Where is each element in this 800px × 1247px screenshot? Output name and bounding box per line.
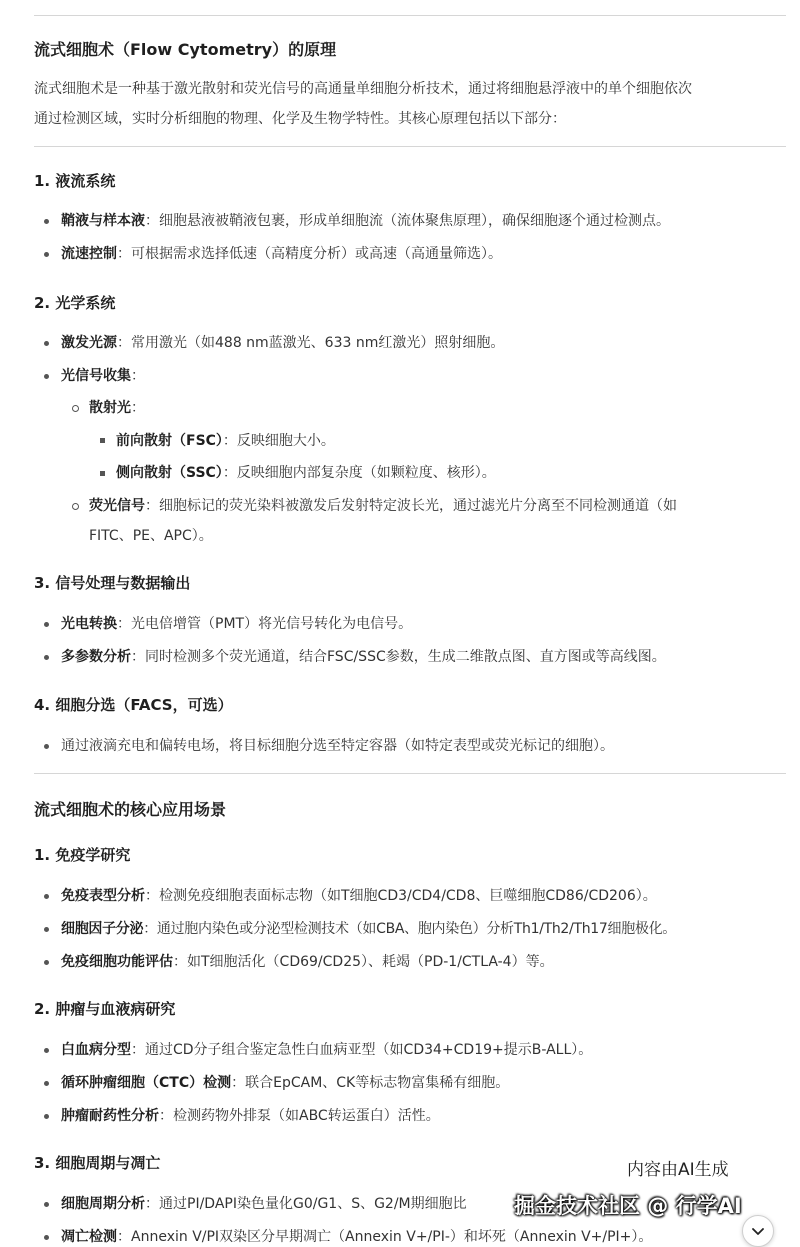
list-item xyxy=(61,1073,509,1093)
intro-paragraph xyxy=(34,74,786,134)
list-item xyxy=(61,211,670,231)
item-term: 荧光信号 xyxy=(89,498,145,514)
divider xyxy=(34,15,786,16)
bullet-square xyxy=(100,438,105,443)
item-term: 循环肿瘤细胞（CTC）检测 xyxy=(61,1075,232,1091)
section-title-principle: 流式细胞术（Flow Cytometry）的原理 xyxy=(34,40,337,59)
item-term: 免疫表型分析 xyxy=(61,888,145,904)
item-term: 细胞因子分泌 xyxy=(61,921,144,937)
item-term: 激发光源 xyxy=(61,335,117,351)
item-term: 散射光 xyxy=(89,400,131,416)
subsection-title-immunology: 1. 免疫学研究 xyxy=(34,846,131,864)
item-text: ：反映细胞大小。 xyxy=(222,433,335,449)
bullet-disc xyxy=(44,622,49,627)
item-term: 肿瘤耐药性分析 xyxy=(61,1108,159,1124)
list-item xyxy=(61,1106,440,1126)
item-text: ：如T细胞活化（CD69/CD25）、耗竭（PD-1/CTLA-4）等。 xyxy=(173,954,554,970)
subsection-title-sorting: 4. 细胞分选（FACS，可选） xyxy=(34,696,233,714)
subsection-title-signal: 3. 信号处理与数据输出 xyxy=(34,574,191,592)
bullet-disc xyxy=(44,341,49,346)
list-item xyxy=(61,366,145,386)
bullet-disc xyxy=(44,1048,49,1053)
bullet-disc xyxy=(44,1202,49,1207)
item-term: 凋亡检测 xyxy=(61,1229,117,1245)
item-text: ： xyxy=(131,400,145,416)
list-item xyxy=(61,614,412,634)
item-term: 流速控制 xyxy=(61,246,117,262)
bullet-disc xyxy=(44,655,49,660)
subsection-title-fluidics: 1. 液流系统 xyxy=(34,172,116,190)
bullet-circle xyxy=(72,503,79,510)
list-item xyxy=(116,463,496,483)
bullet-circle xyxy=(72,405,79,412)
list-item xyxy=(61,952,554,972)
item-term: 侧向散射（SSC） xyxy=(116,465,223,481)
item-term: 光信号收集 xyxy=(61,368,131,384)
list-item xyxy=(89,398,145,418)
list-item xyxy=(61,1040,592,1060)
item-text: ：反映细胞内部复杂度（如颗粒度、核形）。 xyxy=(222,465,496,481)
item-text: ：细胞标记的荧光染料被激发后发射特定波长光，通过滤光片分离至不同检测通道（如 xyxy=(145,498,677,514)
bullet-square xyxy=(100,471,105,476)
item-text: ：常用激光（如488 nm蓝激光、633 nm红激光）照射细胞。 xyxy=(117,335,505,351)
item-text: ：检测药物外排泵（如ABC转运蛋白）活性。 xyxy=(159,1108,440,1124)
list-item xyxy=(61,647,666,667)
item-text: ：通过胞内染色或分泌型检测技术（如CBA、胞内染色）分析Th1/Th2/Th17细胞极化。 xyxy=(143,921,676,937)
chevron-down-icon xyxy=(750,1223,766,1239)
bullet-disc xyxy=(44,927,49,932)
item-text: ：通过CD分子组合鉴定急性白血病亚型（如CD34+CD19+提示B-ALL）。 xyxy=(131,1042,593,1058)
intro-line-2: 通过检测区域，实时分析细胞的物理、化学及生物学特性。其核心原理包括以下部分： xyxy=(34,111,566,127)
list-item xyxy=(61,886,657,906)
item-text: ：光电倍增管（PMT）将光信号转化为电信号。 xyxy=(117,616,413,632)
item-term: 光电转换 xyxy=(61,616,117,632)
divider xyxy=(34,773,786,774)
subsection-title-optics: 2. 光学系统 xyxy=(34,294,116,312)
item-text: ：Annexin V/PI双染区分早期凋亡（Annexin V+/PI-）和坏死（Annexin V+/PI+）。 xyxy=(117,1229,653,1245)
item-text: ：检测免疫细胞表面标志物（如T细胞CD3/CD4/CD8、巨噬细胞CD86/CD206）。 xyxy=(145,888,657,904)
divider xyxy=(34,146,786,147)
list-item xyxy=(61,244,502,264)
list-item: 通过液滴充电和偏转电场，将目标细胞分选至特定容器（如特定表型或荧光标记的细胞）。 xyxy=(61,738,614,754)
watermark: 掘金技术社区 @ 行学AI xyxy=(514,1194,742,1218)
item-term: 鞘液与样本液 xyxy=(61,213,145,229)
item-text: ：同时检测多个荧光通道，结合FSC/SSC参数，生成二维散点图、直方图或等高线图。 xyxy=(131,649,666,665)
item-text: ：可根据需求选择低速（高精度分析）或高速（高通量筛选）。 xyxy=(117,246,502,262)
bullet-disc xyxy=(44,374,49,379)
section-title-applications: 流式细胞术的核心应用场景 xyxy=(34,800,227,819)
list-item-continuation: FITC、PE、APC）。 xyxy=(89,528,213,544)
bullet-disc xyxy=(44,960,49,965)
list-item xyxy=(61,1227,652,1247)
list-item xyxy=(89,496,677,516)
bullet-disc xyxy=(44,744,49,749)
item-term: 多参数分析 xyxy=(61,649,131,665)
bullet-disc xyxy=(44,1114,49,1119)
item-text: ：细胞悬液被鞘液包裹，形成单细胞流（流体聚焦原理），确保细胞逐个通过检测点。 xyxy=(145,213,670,229)
intro-line-1: 流式细胞术是一种基于激光散射和荧光信号的高通量单细胞分析技术，通过将细胞悬浮液中的单个细胞依次 xyxy=(34,81,692,97)
item-text: ： xyxy=(131,368,145,384)
item-term: 白血病分型 xyxy=(61,1042,131,1058)
bullet-disc xyxy=(44,1081,49,1086)
list-item xyxy=(61,333,504,353)
bullet-disc xyxy=(44,219,49,224)
bullet-disc xyxy=(44,1235,49,1240)
item-term: 免疫细胞功能评估 xyxy=(61,954,173,970)
list-item xyxy=(61,919,676,939)
ai-generated-label: 内容由AI生成 xyxy=(627,1160,729,1180)
list-item xyxy=(61,1194,467,1214)
list-item xyxy=(116,431,335,451)
item-term: 细胞周期分析 xyxy=(61,1196,145,1212)
bullet-disc xyxy=(44,894,49,899)
item-term: 前向散射（FSC） xyxy=(116,433,223,449)
item-text: ：通过PI/DAPI染色量化G0/G1、S、G2/M期细胞比 xyxy=(145,1196,467,1212)
item-text: ：联合EpCAM、CK等标志物富集稀有细胞。 xyxy=(231,1075,510,1091)
scroll-down-button[interactable] xyxy=(742,1215,774,1247)
bullet-disc xyxy=(44,252,49,257)
subsection-title-cell-cycle: 3. 细胞周期与凋亡 xyxy=(34,1154,161,1172)
subsection-title-tumor: 2. 肿瘤与血液病研究 xyxy=(34,1000,176,1018)
